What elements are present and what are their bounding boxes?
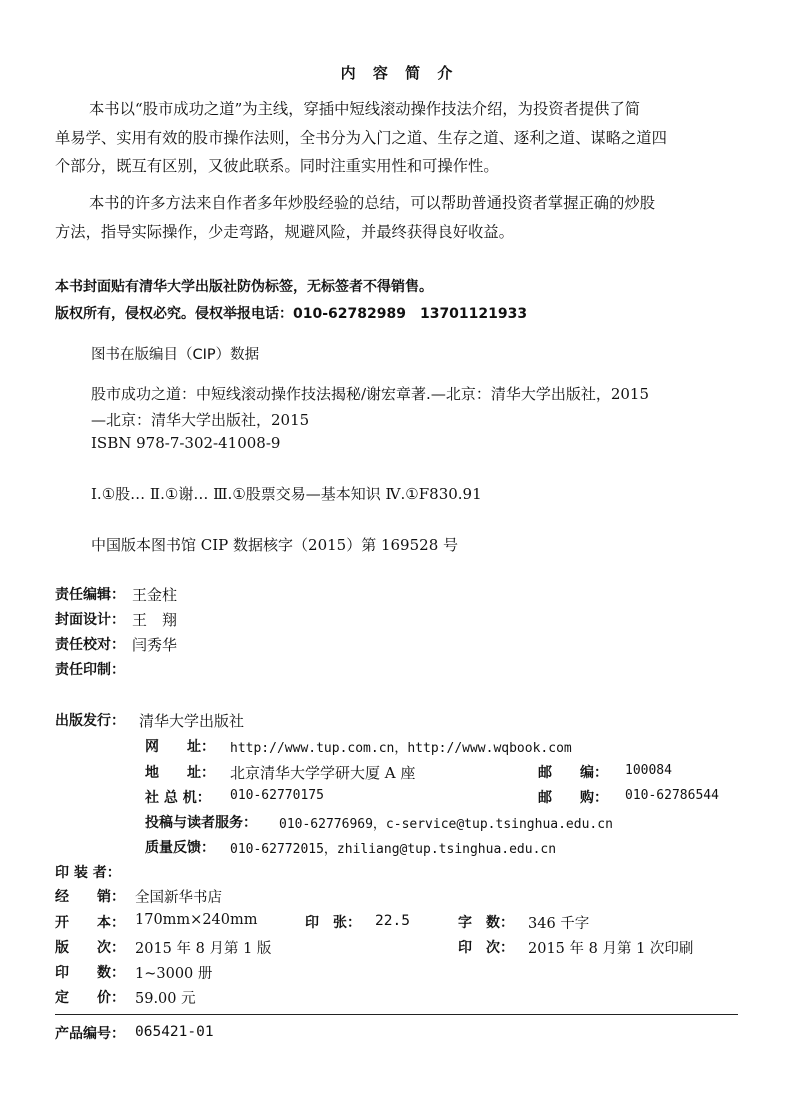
- intro-paragraph-1: [55, 95, 745, 181]
- website-label: 网 址：: [145, 739, 215, 755]
- edition-label: 版 次：: [55, 940, 125, 956]
- quality-feedback-value: 010-62772015，zhiliang@tup.tsinghua.edu.cn: [230, 842, 557, 857]
- copies-label: 印 数：: [55, 965, 125, 981]
- anti-counterfeit-notice: 本书封面贴有清华大学出版社防伪标签，无标签者不得销售。: [55, 279, 433, 295]
- cip-record-line: —北京：清华大学出版社，2015: [91, 411, 310, 429]
- postcode-label: 邮 编：: [538, 765, 608, 781]
- cip-heading: 图书在版编目（CIP）数据: [91, 347, 260, 363]
- cip-record-line: 股市成功之道：中短线滚动操作技法揭秘/谢宏章著.—北京：清华大学出版社，2015: [91, 385, 649, 403]
- impression-label: 印 次：: [458, 940, 514, 956]
- product-code-value: 065421-01: [135, 1024, 214, 1040]
- isbn: ISBN 978-7-302-41008-9: [91, 434, 281, 452]
- proofreader-name: 闫秀华: [132, 636, 178, 654]
- impression-value: 2015 年 8 月第 1 次印刷: [528, 941, 694, 957]
- cip-classification: Ⅰ.①股… Ⅱ.①谢… Ⅲ.①股票交易—基本知识 Ⅳ.①F830.91: [91, 485, 482, 503]
- word-count-label: 字 数：: [458, 915, 514, 931]
- word-count-value: 346 千字: [528, 916, 590, 932]
- print-supervisor-label: 责任印制：: [55, 662, 125, 678]
- publisher-label: 出版发行：: [55, 713, 125, 729]
- divider-rule: [55, 1014, 738, 1015]
- editor-name: 王金柱: [132, 586, 178, 604]
- intro-paragraph-2: [55, 189, 745, 246]
- switchboard-label: 社 总 机：: [145, 790, 211, 806]
- price-value: 59.00 元: [135, 991, 196, 1007]
- distributor-label: 经 销：: [55, 889, 125, 905]
- intro-line: 本书的许多方法来自作者多年炒股经验的总结，可以帮助普通投资者掌握正确的炒股: [89, 194, 655, 212]
- copyright-notice: 版权所有，侵权必究。侵权举报电话：010-62782989 13701121933: [55, 306, 528, 322]
- cip-verification: 中国版本图书馆 CIP 数据核字（2015）第 169528 号: [91, 536, 459, 554]
- format-label: 开 本：: [55, 915, 125, 931]
- address-label: 地 址：: [145, 765, 215, 781]
- page-title: 内 容 简 介: [340, 64, 459, 82]
- mail-order-value: 010-62786544: [625, 788, 719, 803]
- publisher-name: 清华大学出版社: [139, 712, 245, 730]
- intro-line: 单易学、实用有效的股市操作法则，全书分为入门之道、生存之道、逐利之道、谋略之道四: [55, 128, 667, 147]
- printer-label: 印 装 者：: [55, 865, 121, 881]
- format-value: 170mm×240mm: [135, 912, 258, 928]
- editor-label: 责任编辑：: [55, 587, 125, 603]
- cover-design-label: 封面设计：: [55, 612, 125, 628]
- intro-line: 方法，指导实际操作，少走弯路，规避风险，并最终获得良好收益。: [55, 222, 514, 241]
- cover-designer-name: 王 翔: [132, 611, 178, 629]
- intro-line: 本书以“股市成功之道”为主线，穿插中短线滚动操作技法介绍，为投资者提供了简: [89, 100, 641, 118]
- copies-value: 1~3000 册: [135, 966, 213, 982]
- website-value: http://www.tup.com.cn，http://www.wqbook.com: [230, 741, 572, 756]
- reader-service-label: 投稿与读者服务：: [145, 815, 257, 831]
- address-value: 北京清华大学学研大厦 A 座: [230, 764, 416, 782]
- intro-line: 个部分，既互有区别，又彼此联系。同时注重实用性和可操作性。: [55, 157, 499, 175]
- product-code-label: 产品编号：: [55, 1026, 125, 1042]
- postcode-value: 100084: [625, 763, 672, 778]
- distributor-value: 全国新华书店: [135, 890, 222, 906]
- quality-feedback-label: 质量反馈：: [145, 840, 215, 856]
- price-label: 定 价：: [55, 990, 125, 1006]
- sheets-value: 22.5: [375, 913, 410, 929]
- sheets-label: 印 张：: [305, 915, 361, 931]
- proofreader-label: 责任校对：: [55, 637, 125, 653]
- reader-service-value: 010-62776969，c-service@tup.tsinghua.edu.cn: [279, 817, 613, 832]
- switchboard-value: 010-62770175: [230, 788, 324, 803]
- edition-value: 2015 年 8 月第 1 版: [135, 941, 272, 957]
- mail-order-label: 邮 购：: [538, 790, 608, 806]
